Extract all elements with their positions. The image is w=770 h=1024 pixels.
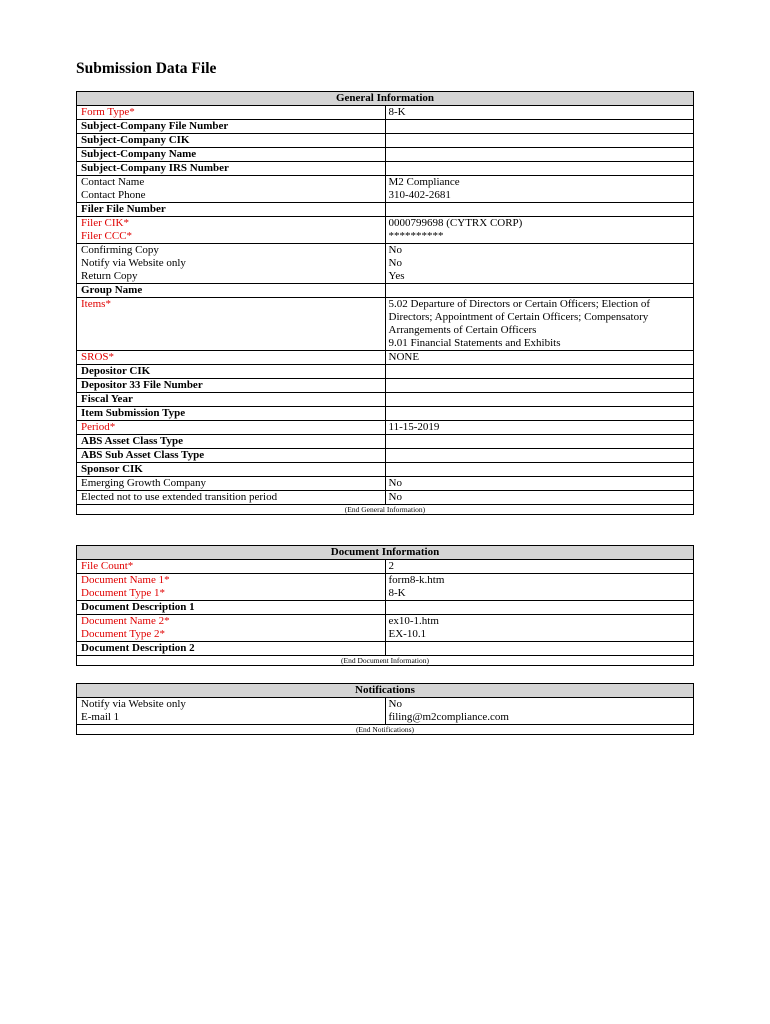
field-row	[77, 491, 693, 505]
field-value-text: **********	[388, 230, 444, 242]
field-row	[77, 351, 693, 365]
field-row	[77, 407, 693, 421]
field-row	[77, 148, 693, 162]
field-label: Elected not to use extended transition period	[77, 491, 385, 505]
field-value	[385, 230, 693, 244]
field-value	[385, 435, 693, 449]
field-label: Contact Name	[77, 176, 385, 190]
field-row	[77, 628, 693, 642]
section-footer: (End Notifications)	[77, 724, 693, 734]
field-value	[385, 106, 693, 120]
field-value	[385, 284, 693, 298]
field-value-text: 2	[388, 560, 394, 572]
field-row	[77, 601, 693, 615]
field-label: Filer CIK*	[77, 217, 385, 231]
field-value	[385, 203, 693, 217]
field-row	[77, 435, 693, 449]
field-row	[77, 106, 693, 120]
field-row	[77, 477, 693, 491]
field-row	[77, 379, 693, 393]
field-value-text: Yes	[388, 270, 405, 282]
field-value	[385, 351, 693, 365]
field-row	[77, 587, 693, 601]
field-label: Filer CCC*	[77, 230, 385, 244]
field-row	[77, 203, 693, 217]
field-value-text: filing@m2compliance.com	[388, 711, 509, 723]
field-value	[385, 601, 693, 615]
field-value-text: 310-402-2681	[388, 189, 451, 201]
field-value	[385, 463, 693, 477]
field-value	[385, 711, 693, 724]
field-label: Form Type*	[77, 106, 385, 120]
field-label: Item Submission Type	[77, 407, 385, 421]
section-header: Document Information	[77, 546, 693, 560]
field-label: Group Name	[77, 284, 385, 298]
general-information-section	[76, 91, 694, 515]
field-label: Return Copy	[77, 270, 385, 284]
field-value-text: M2 Compliance	[388, 176, 460, 188]
field-row	[77, 421, 693, 435]
field-value-text: 8-K	[388, 106, 406, 118]
field-label: Notify via Website only	[77, 257, 385, 270]
field-label: Emerging Growth Company	[77, 477, 385, 491]
field-value-text: 0000799698 (CYTRX CORP)	[388, 217, 523, 229]
section-footer: (End General Information)	[77, 504, 693, 514]
document-information-table	[77, 560, 693, 655]
field-value	[385, 270, 693, 284]
field-label: Fiscal Year	[77, 393, 385, 407]
field-row	[77, 449, 693, 463]
field-row	[77, 217, 693, 231]
field-value	[385, 120, 693, 134]
field-label: File Count*	[77, 560, 385, 574]
field-row	[77, 698, 693, 711]
field-row	[77, 463, 693, 477]
field-row	[77, 189, 693, 203]
field-value-text: ex10-1.htm	[388, 615, 439, 627]
field-label: SROS*	[77, 351, 385, 365]
field-label: Subject-Company IRS Number	[77, 162, 385, 176]
field-row	[77, 284, 693, 298]
document-title: Submission Data File	[76, 60, 217, 77]
section-header: Notifications	[77, 684, 693, 698]
field-row	[77, 120, 693, 134]
field-label: Filer File Number	[77, 203, 385, 217]
field-value-text: No	[388, 257, 402, 269]
field-label: Sponsor CIK	[77, 463, 385, 477]
field-label: ABS Asset Class Type	[77, 435, 385, 449]
field-label: Document Type 1*	[77, 587, 385, 601]
field-row	[77, 176, 693, 190]
field-value-text: 9.01 Financial Statements and Exhibits	[388, 337, 561, 349]
field-label: Confirming Copy	[77, 244, 385, 258]
field-value	[385, 560, 693, 574]
field-row	[77, 365, 693, 379]
field-row	[77, 615, 693, 629]
field-value	[385, 587, 693, 601]
general-information-table	[77, 106, 693, 504]
field-label: Depositor CIK	[77, 365, 385, 379]
document-information-section	[76, 545, 694, 666]
field-row	[77, 244, 693, 258]
field-value	[385, 134, 693, 148]
field-row	[77, 257, 693, 270]
field-label: Document Description 1	[77, 601, 385, 615]
field-value-text: 8-K	[388, 587, 406, 599]
field-label: Subject-Company Name	[77, 148, 385, 162]
field-row	[77, 560, 693, 574]
field-row	[77, 574, 693, 588]
field-value	[385, 491, 693, 505]
field-label: Subject-Company CIK	[77, 134, 385, 148]
field-value	[385, 379, 693, 393]
field-value	[385, 449, 693, 463]
field-label: Subject-Company File Number	[77, 120, 385, 134]
field-value-text: form8-k.htm	[388, 574, 445, 586]
field-row	[77, 298, 693, 351]
field-label: Period*	[77, 421, 385, 435]
field-value	[385, 407, 693, 421]
field-row	[77, 270, 693, 284]
section-header: General Information	[77, 92, 693, 106]
field-label: ABS Sub Asset Class Type	[77, 449, 385, 463]
notifications-table	[77, 698, 693, 724]
field-value-text: 5.02 Departure of Directors or Certain Officers; Election of Directors; Appointment of Certain Officers; Compensatory Arrangements of Certain Officers	[388, 298, 651, 336]
field-value	[385, 148, 693, 162]
field-value	[385, 628, 693, 642]
field-label: Items*	[77, 298, 385, 351]
field-value	[385, 189, 693, 203]
field-label: E-mail 1	[77, 711, 385, 724]
field-label: Notify via Website only	[77, 698, 385, 711]
field-value	[385, 162, 693, 176]
field-value	[385, 477, 693, 491]
field-value-text: No	[388, 244, 402, 256]
field-value-text: No	[388, 491, 402, 503]
field-value	[385, 698, 693, 711]
field-value-text: No	[388, 698, 402, 710]
field-value	[385, 421, 693, 435]
field-row	[77, 230, 693, 244]
field-value	[385, 365, 693, 379]
notifications-section	[76, 683, 694, 735]
field-value	[385, 615, 693, 629]
field-label: Document Name 2*	[77, 615, 385, 629]
field-row	[77, 711, 693, 724]
field-value	[385, 298, 693, 351]
field-value-text: No	[388, 477, 402, 489]
field-value	[385, 574, 693, 588]
field-value-text: NONE	[388, 351, 420, 363]
field-label: Contact Phone	[77, 189, 385, 203]
field-row	[77, 134, 693, 148]
field-value	[385, 217, 693, 231]
field-value-text: EX-10.1	[388, 628, 427, 640]
field-label: Document Name 1*	[77, 574, 385, 588]
field-value	[385, 244, 693, 258]
field-value-text: 11-15-2019	[388, 421, 440, 433]
field-label: Document Type 2*	[77, 628, 385, 642]
field-value	[385, 393, 693, 407]
field-label: Depositor 33 File Number	[77, 379, 385, 393]
section-footer: (End Document Information)	[77, 655, 693, 665]
field-value	[385, 642, 693, 656]
field-value	[385, 257, 693, 270]
field-row	[77, 393, 693, 407]
field-label: Document Description 2	[77, 642, 385, 656]
field-row	[77, 642, 693, 656]
field-value	[385, 176, 693, 190]
field-row	[77, 162, 693, 176]
